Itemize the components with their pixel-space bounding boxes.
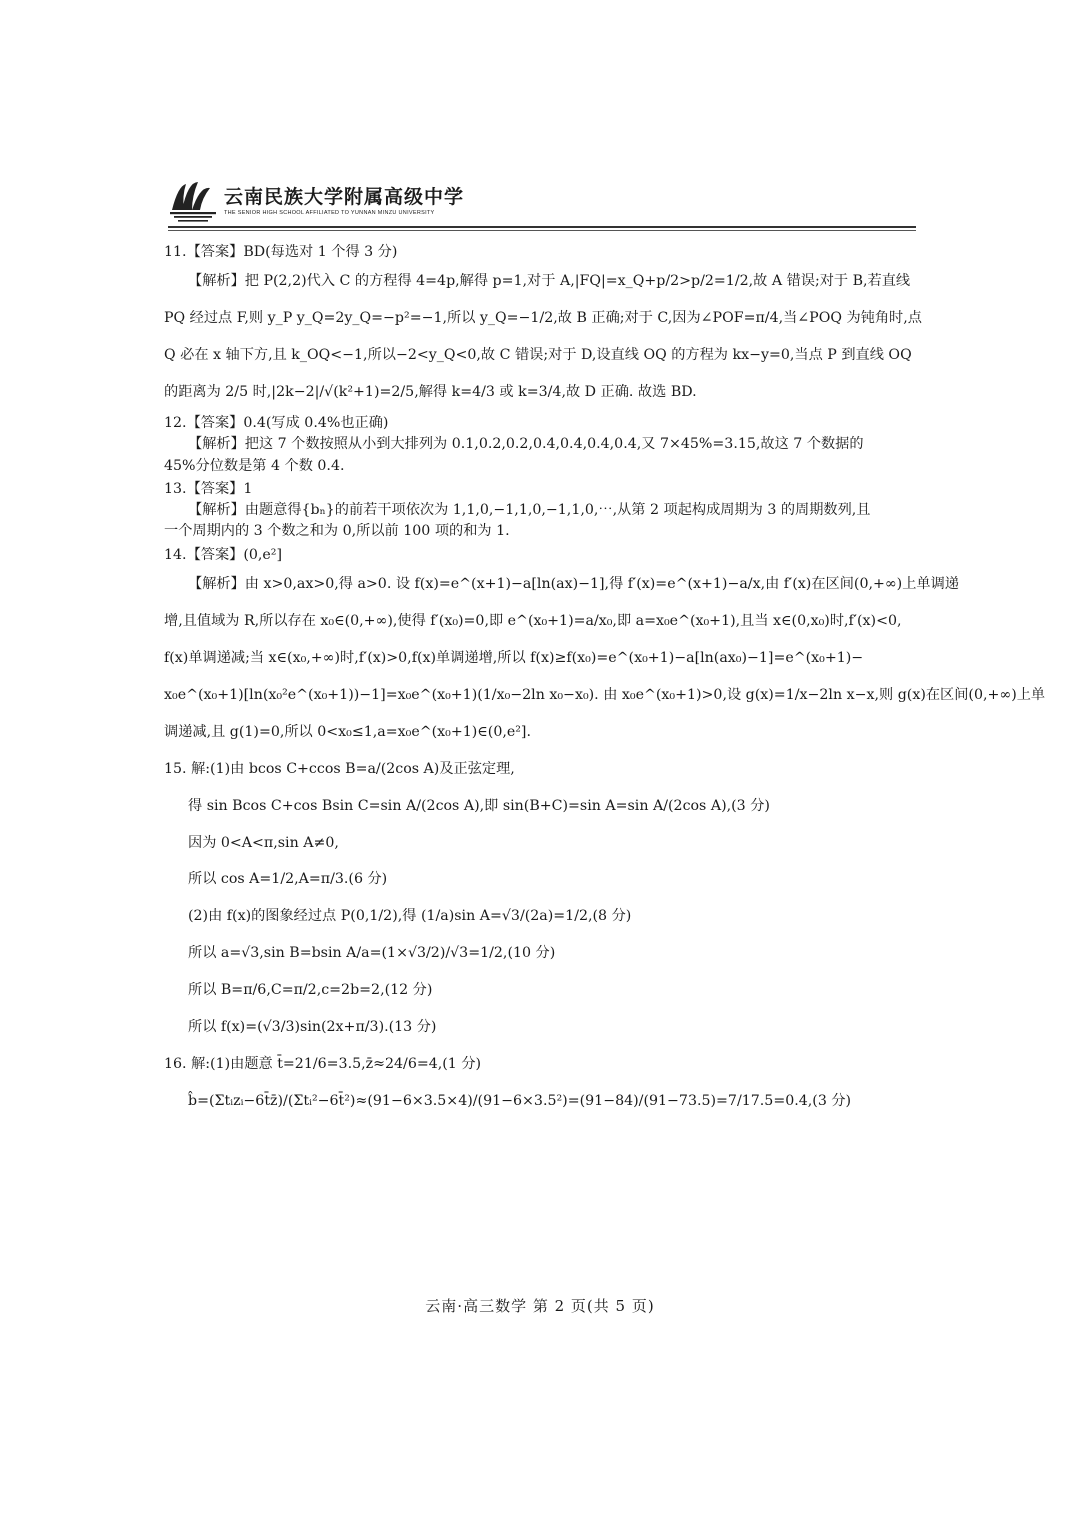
header-rule xyxy=(168,226,916,228)
page-footer: 云南·高三数学 第 2 页(共 5 页) xyxy=(425,1297,655,1315)
header-rule-thin xyxy=(168,230,916,231)
q16-line-2: b̂=(Σtᵢzᵢ−6t̄z̄)/(Σtᵢ²−6t̄²)≈(91−6×3.5×4)/(91−6×3.5²)=(91−84)/(91−73.5)=7/17.5=0.4,(3 分) xyxy=(188,1092,852,1109)
q13-line-2: 一个周期内的 3 个数之和为 0,所以前 100 项的和为 1. xyxy=(164,523,510,540)
q15-line-8: 所以 f(x)=(√3/3)sin(2x+π/3).(13 分) xyxy=(188,1019,437,1036)
q14-line-5: 调递减,且 g(1)=0,所以 0<x₀≤1,a=x₀e^(x₀+1)∈(0,e²]. xyxy=(164,723,531,740)
q15-line-1: 15. 解:(1)由 bcos C+ccos B=a/(2cos A)及正弦定理, xyxy=(164,760,515,777)
q16-line-1: 16. 解:(1)由题意 t̄=21/6=3.5,z̄≈24/6=4,(1 分) xyxy=(164,1056,482,1073)
q14-line-4: x₀e^(x₀+1)[ln(x₀²e^(x₀+1))−1]=x₀e^(x₀+1)(1/x₀−2ln x₀−x₀). 由 x₀e^(x₀+1)>0,设 g(x)=1/x−2ln x−x,则 g(x)在区间(0,+∞)上单 xyxy=(164,686,1046,703)
school-logo-icon xyxy=(168,180,218,224)
q14-answer: 14.【答案】(0,e²] xyxy=(164,546,283,563)
q12-line-2: 45%分位数是第 4 个数 0.4. xyxy=(164,457,345,474)
q11-line-4: 的距离为 2/5 时,|2k−2|/√(k²+1)=2/5,解得 k=4/3 或 k=3/4,故 D 正确. 故选 BD. xyxy=(164,384,697,401)
school-name-en: THE SENIOR HIGH SCHOOL AFFILIATED TO YUNNAN MINZU UNIVERSITY xyxy=(224,210,435,216)
q13-line-1: 【解析】由题意得{bₙ}的前若干项依次为 1,1,0,−1,1,0,−1,1,0,⋯,从第 2 项起构成周期为 3 的周期数列,且 xyxy=(188,502,871,519)
school-header xyxy=(168,178,916,230)
q12-answer: 12.【答案】0.4(写成 0.4%也正确) xyxy=(164,414,389,431)
q15-line-3: 因为 0<A<π,sin A≠0, xyxy=(188,834,339,851)
q12-line-1: 【解析】把这 7 个数按照从小到大排列为 0.1,0.2,0.2,0.4,0.4,0.4,0.4,又 7×45%=3.15,故这 7 个数据的 xyxy=(188,436,864,453)
q11-line-1: 【解析】把 P(2,2)代入 C 的方程得 4=4p,解得 p=1,对于 A,|FQ|=x_Q+p/2>p/2=1/2,故 A 错误;对于 B,若直线 xyxy=(188,273,911,290)
q15-line-4: 所以 cos A=1/2,A=π/3.(6 分) xyxy=(188,871,388,888)
q15-line-6: 所以 a=√3,sin B=bsin A/a=(1×√3/2)/√3=1/2,(10 分) xyxy=(188,945,556,962)
q11-line-3: Q 必在 x 轴下方,且 k_OQ<−1,所以−2<y_Q<0,故 C 错误;对于 D,设直线 OQ 的方程为 kx−y=0,当点 P 到直线 OQ xyxy=(164,347,912,364)
q11-answer: 11.【答案】BD(每选对 1 个得 3 分) xyxy=(164,244,398,260)
q14-line-1: 【解析】由 x>0,ax>0,得 a>0. 设 f(x)=e^(x+1)−a[ln(ax)−1],得 f′(x)=e^(x+1)−a/x,由 f′(x)在区间(0,+∞)上单调递 xyxy=(188,576,959,593)
q13-answer: 13.【答案】1 xyxy=(164,480,253,497)
answer-content xyxy=(164,242,1046,1120)
school-name-cn: 云南民族大学附属高级中学 xyxy=(224,186,465,208)
q15-line-2: 得 sin Bcos C+cos Bsin C=sin A/(2cos A),即 sin(B+C)=sin A=sin A/(2cos A),(3 分) xyxy=(188,797,770,814)
q14-line-3: f(x)单调递减;当 x∈(x₀,+∞)时,f′(x)>0,f(x)单调递增,所以 f(x)≥f(x₀)=e^(x₀+1)−a[ln(ax₀)−1]=e^(x₀+1)− xyxy=(164,649,864,666)
q15-line-7: 所以 B=π/6,C=π/2,c=2b=2,(12 分) xyxy=(188,982,433,999)
q14-line-2: 增,且值域为 R,所以存在 x₀∈(0,+∞),使得 f′(x₀)=0,即 e^(x₀+1)=a/x₀,即 a=x₀e^(x₀+1),且当 x∈(0,x₀)时,f′(x)<0, xyxy=(164,612,902,629)
q15-line-5: (2)由 f(x)的图象经过点 P(0,1/2),得 (1/a)sin A=√3/(2a)=1/2,(8 分) xyxy=(188,908,632,925)
q11-line-2: PQ 经过点 F,则 y_P y_Q=2y_Q=−p²=−1,所以 y_Q=−1/2,故 B 正确;对于 C,因为∠POF=π/4,当∠POQ 为钝角时,点 xyxy=(164,310,922,327)
